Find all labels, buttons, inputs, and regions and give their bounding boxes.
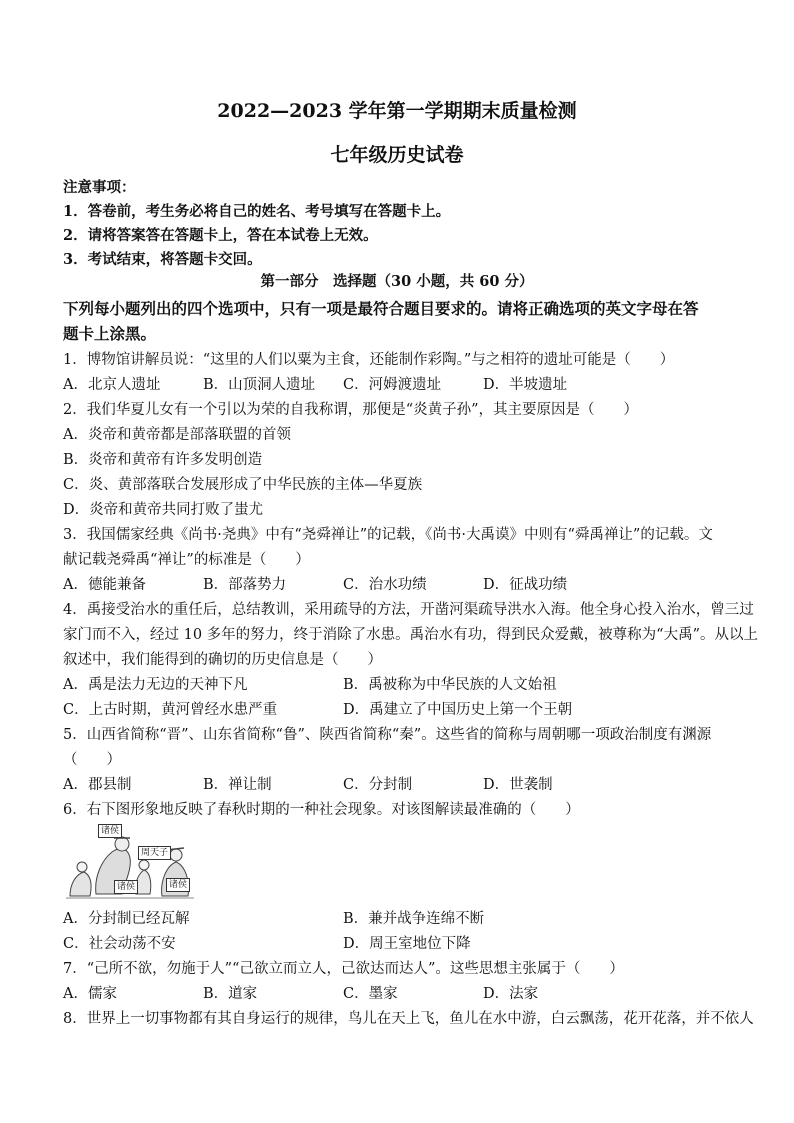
- option-b: B．山顶洞人遗址: [203, 377, 316, 393]
- option-d: D．炎帝和黄帝共同打败了蚩尤: [63, 502, 264, 518]
- question-stem: 4．禹接受治水的重任后，总结教训，采用疏导的方法，开凿河渠疏导洪水入海。他全身心投入治水，曾三过: [63, 602, 754, 618]
- option-b: B．部落势力: [203, 577, 287, 593]
- question-stem: 7．“己所不欲，勿施于人”“己欲立而立人，己欲达而达人”。这些思想主张属于（ ）: [63, 961, 624, 977]
- option-d: D．半坡遗址: [483, 377, 568, 393]
- question-stem: 3．我国儒家经典《尚书·尧典》中有“尧舜禅让”的记载，《尚书·大禹谟》中则有“舜禹禅让”的记载。文: [63, 527, 713, 543]
- option-a: A．郡县制: [63, 777, 132, 793]
- option-c: C．河姆渡遗址: [343, 377, 442, 393]
- section-title: 第一部分 选择题（30 小题，共 60 分）: [260, 273, 534, 290]
- note-item: 3．考试结束，将答题卡交回。: [63, 251, 262, 268]
- question-stem: 5．山西省简称“晋”、山东省简称“鲁”、陕西省简称“秦”。这些省的简称与周朝哪一项政治制度有渊源: [63, 727, 712, 743]
- section-instruction: 下列每小题列出的四个选项中，只有一项是最符合题目要求的。请将正确选项的英文字母在答: [63, 299, 699, 318]
- option-b: B．禹被称为中华民族的人文始祖: [343, 677, 557, 693]
- option-a: A．儒家: [63, 986, 117, 1002]
- option-d: D．征战功绩: [483, 577, 568, 593]
- question-stem: 6．右下图形象地反映了春秋时期的一种社会现象。对该图解读最准确的（ ）: [63, 802, 580, 818]
- exam-subtitle: 七年级历史试卷: [330, 144, 464, 166]
- figure-label: 诸侯: [114, 880, 138, 894]
- question-stem: 家门而不入，经过 10 多年的努力，终于消除了水患。禹治水有功，得到民众爱戴，被尊称为“大禹”。从以上: [63, 627, 758, 643]
- question-stem: 献记载尧舜禹“禅让”的标准是（ ）: [63, 552, 310, 568]
- option-c: C．分封制: [343, 777, 413, 793]
- option-c: C．上古时期，黄河曾经水患严重: [63, 702, 278, 718]
- question-stem: 2．我们华夏儿女有一个引以为荣的自我称谓，那便是“炎黄子孙”，其主要原因是（ ）: [63, 402, 639, 418]
- cartoon-figure: [66, 824, 194, 900]
- option-d: D．禹建立了中国历史上第一个王朝: [343, 702, 573, 718]
- exam-title: 2022—2023 学年第一学期期末质量检测: [217, 100, 577, 122]
- section-instruction: 题卡上涂黑。: [63, 324, 157, 343]
- option-c: C．炎、黄部落联合发展形成了中华民族的主体—华夏族: [63, 477, 423, 493]
- option-d: D．法家: [483, 986, 539, 1002]
- question-stem: 叙述中，我们能得到的确切的历史信息是（ ）: [63, 652, 382, 668]
- figure-label: 诸侯: [166, 878, 190, 892]
- figure-label: 诸侯: [98, 824, 122, 838]
- question-stem: 1．博物馆讲解员说：“这里的人们以粟为主食，还能制作彩陶。”与之相符的遗址可能是（ ）: [63, 352, 675, 368]
- option-c: C．治水功绩: [343, 577, 427, 593]
- question-stem: 8．世界上一切事物都有其自身运行的规律，鸟儿在天上飞，鱼儿在水中游，白云飘荡，花开花落，并不依人: [63, 1011, 754, 1027]
- option-a: A．德能兼备: [63, 577, 146, 593]
- option-a: A．北京人遗址: [63, 377, 161, 393]
- option-b: B．禅让制: [203, 777, 272, 793]
- question-stem: （ ）: [63, 752, 121, 768]
- option-a: A．禹是法力无边的天神下凡: [63, 677, 248, 693]
- option-d: D．世袭制: [483, 777, 553, 793]
- note-item: 1．答卷前，考生务必将自己的姓名、考号填写在答题卡上。: [63, 203, 451, 220]
- option-a: A．炎帝和黄帝都是部落联盟的首领: [63, 427, 291, 443]
- figure-label: 周天子: [138, 846, 171, 860]
- notes-heading: 注意事项：: [63, 179, 136, 196]
- option-a: A．分封制已经瓦解: [63, 911, 190, 927]
- option-b: B．兼并战争连绵不断: [343, 911, 485, 927]
- option-d: D．周王室地位下降: [343, 936, 471, 952]
- option-c: C．社会动荡不安: [63, 936, 176, 952]
- option-b: B．道家: [203, 986, 258, 1002]
- option-b: B．炎帝和黄帝有许多发明创造: [63, 452, 263, 468]
- note-item: 2．请将答案答在答题卡上，答在本试卷上无效。: [63, 227, 378, 244]
- option-c: C．墨家: [343, 986, 398, 1002]
